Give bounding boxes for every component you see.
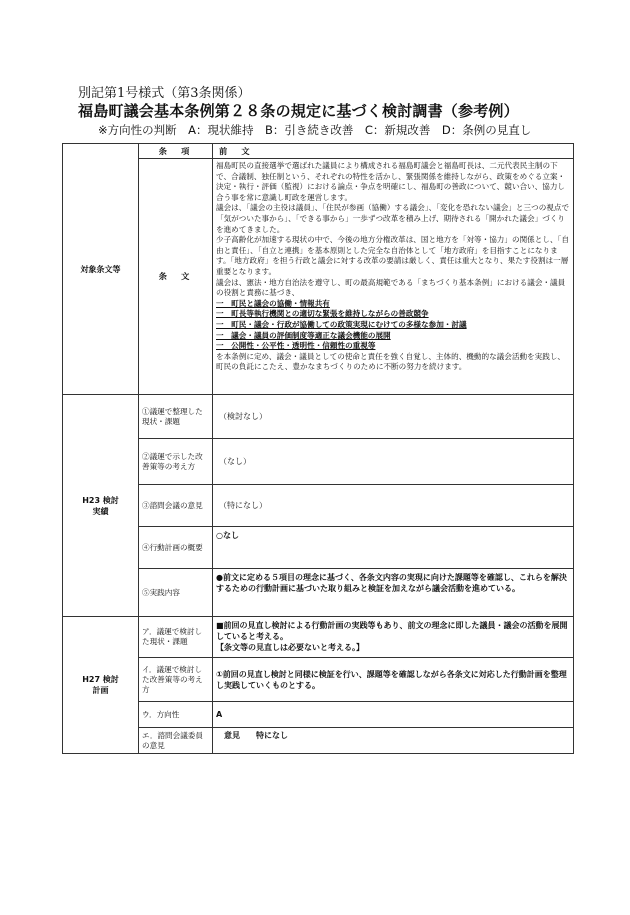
h23-row-label: ③諮問会議の意見	[139, 485, 213, 527]
h27-row-label: ア．議運で検討した現状・課題	[139, 617, 213, 658]
direction-legend: ※方向性の判断 A：現状維持 B：引き続き改善 C：新規改善 D：条例の見直し	[98, 123, 532, 137]
h23-row-value: ●前文に定める５項目の理念に基づく、各条文内容の実現に向けた課題等を確認し、これらを解決するための行動計画に基づいた取り組みと検証を加えながら議会活動を進めている。	[213, 569, 574, 617]
h23-row-value: （特になし）	[213, 485, 574, 527]
h23-row-label: ⑤実践内容	[139, 569, 213, 617]
h27-value-line: 【条文等の見直しは必要ないと考える。】	[216, 643, 364, 652]
h27-row-value	[213, 702, 574, 728]
h27-section-label: H27 検討 計画	[63, 617, 139, 754]
h27-value-line: ①前回の見直し検討と同様に検証を行い、課題等を確認しながら各条文に対応した行動計画を整理し実践していくものとする。	[216, 669, 567, 690]
target-articles-label: 対象条文等	[63, 144, 139, 395]
principle-item: 一 町民と議会の協働・情報共有	[216, 298, 330, 308]
h23-row-label: ②議運で示した改善策等の考え方	[139, 439, 213, 485]
preamble-paragraph: 福島町民の直接選挙で選ばれた議員により構成される福島町議会と福島町長は、二元代表民主制の下で、合議制、独任制という、それぞれの特性を活かし、緊張関係を維持しながら、政策をめぐる立案・決定・執行・評価（監視）における論点・争点を明確にし、福島町の善政について、競い合い、協力し合う事を常に意識し町政を運営します。	[216, 161, 566, 202]
principle-item: 一 議会・議員の評価制度等適正な議会機能の展開	[216, 330, 391, 340]
h27-row-label: ウ．方向性	[139, 702, 213, 728]
h27-value-line: A	[216, 710, 223, 719]
preamble-paragraph: 議会は、憲法・地方自治法を遵守し、町の最高規範である「まちづくり基本条例」における議会・議員の役割と責務に基づき、	[216, 277, 566, 298]
h27-value-line: 意見 特になし	[216, 731, 288, 740]
h27-row-label: イ．議運で検討した改善策等の考え方	[139, 658, 213, 702]
h27-row-value	[213, 658, 574, 702]
h23-row-label: ④行動計画の概要	[139, 527, 213, 569]
h23-row-value: （なし）	[213, 439, 574, 485]
h23-row-value: （検討なし）	[213, 395, 574, 439]
form-number: 別記第1号様式（第3条関係）	[78, 86, 251, 101]
h27-row-label: エ．諮問会議委員の意見	[139, 728, 213, 754]
h23-row-label: ①議運で整理した現状・課題	[139, 395, 213, 439]
h23-section-label: H23 検討 実績	[63, 395, 139, 617]
h27-row-value	[213, 728, 574, 754]
review-table	[62, 143, 574, 754]
preamble-paragraph: 少子高齢化が加速する現状の中で、今後の地方分権改革は、国と地方を「対等・協力」の関係とし、「自由と責任」、「自立と連携」を基本原則とした完全な自治体として「地方政府」を目指すことになります。「地方政府」を担う行政と議会に対する改革の要請は厳しく、責任は重大となり、果たす役割は一層重要となります。	[216, 235, 569, 276]
h27-row-value	[213, 617, 574, 658]
article-text-label: 条 文	[139, 159, 213, 395]
principle-item: 一 公開性・公平性・透明性・信頼性の重視等	[216, 341, 376, 351]
document-title: 福島町議会基本条例第２８条の規定に基づく検討調書（参考例）	[78, 102, 519, 120]
principle-item: 一 町民・議会・行政が協働しての政策実現にむけての多様な参加・討議	[216, 319, 467, 329]
h23-row-value: ○なし	[213, 527, 574, 569]
article-column-header: 条 項	[139, 144, 213, 159]
principle-item: 一 町長等執行機関との適切な緊張を維持しながらの善政競争	[216, 309, 429, 319]
preamble-closing: を本条例に定め、議会・議員としての使命と責任を強く自覚し、主体的、機動的な議会活動を実践し、町民の負託にこたえ、豊かなまちづくりのために不断の努力を続けます。	[216, 351, 566, 372]
h27-value-line: ■前回の見直し検討による行動計画の実践等もあり、前文の理念に即した議員・議会の活動を展開していると考える。	[216, 621, 568, 641]
preamble-text	[213, 159, 574, 395]
preamble-heading: 前 文	[213, 144, 574, 159]
preamble-paragraph: 議会は、「議会の主役は議員」、「住民が参画（協働）する議会」、「変化を恐れない議会」と三つの視点で「気がついた事から」、「できる事から」一歩ずつ改革を積み上げ、期待される「開かれた議会」づくりを進めてきました。	[216, 203, 570, 234]
